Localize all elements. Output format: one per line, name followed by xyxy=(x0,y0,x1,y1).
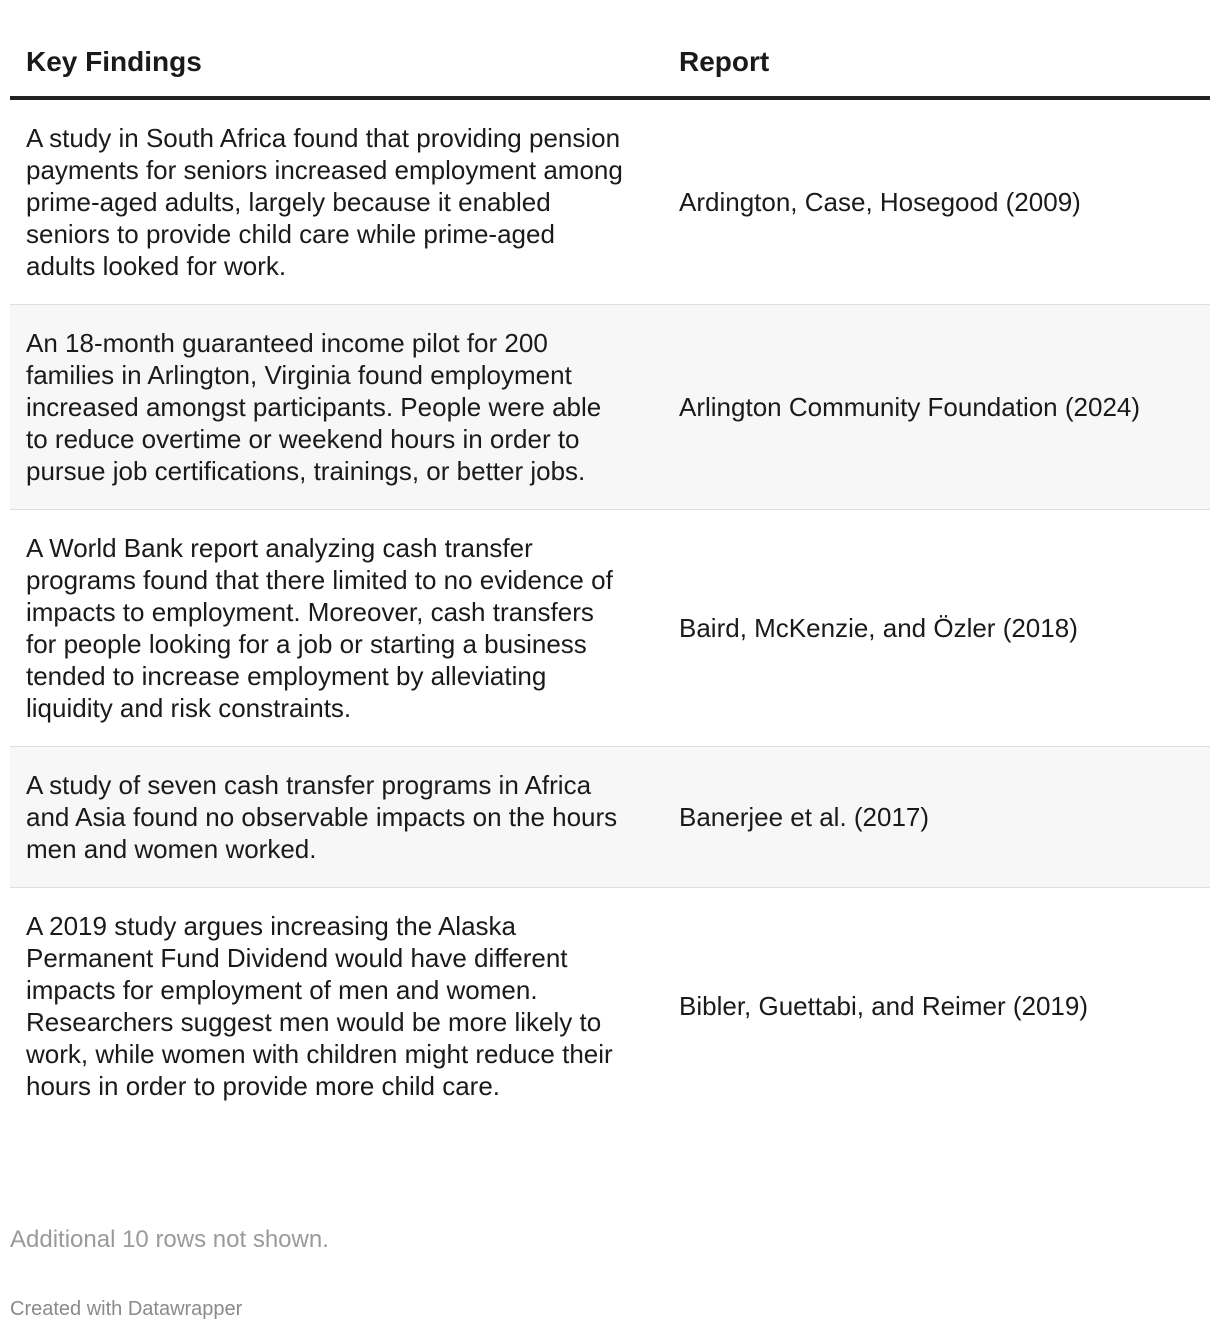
finding-cell: An 18-month guaranteed income pilot for 200 families in Arlington, Virginia found employment increased amongst participants. People were able to reduce overtime or weekend hours in order to pursue job certifications, trainings, or better jobs. xyxy=(26,328,602,486)
report-cell: Banerjee et al. (2017) xyxy=(679,802,930,832)
table-row xyxy=(10,747,1210,888)
header-report[interactable]: Report xyxy=(663,26,1210,98)
report-cell: Arlington Community Foundation (2024) xyxy=(679,392,1141,422)
finding-cell: A study in South Africa found that providing pension payments for seniors increased employment among prime-aged adults, largely because it enabled seniors to provide child care while prime-aged adults looked for work. xyxy=(26,123,623,281)
table-header-row xyxy=(10,26,1210,98)
finding-cell: A 2019 study argues increasing the Alaska Permanent Fund Dividend would have different impacts for employment of men and women. Researchers suggest men would be more likely to work, while women with children might reduce their hours in order to provide more child care. xyxy=(26,911,613,1101)
header-key-findings[interactable]: Key Findings xyxy=(10,26,663,98)
table-row xyxy=(10,510,1210,747)
datawrapper-credit[interactable]: Created with Datawrapper xyxy=(10,1298,243,1320)
table-row xyxy=(10,305,1210,510)
finding-cell: A study of seven cash transfer programs in Africa and Asia found no observable impacts on the hours men and women worked. xyxy=(26,770,618,864)
report-cell: Bibler, Guettabi, and Reimer (2019) xyxy=(679,991,1088,1021)
report-cell: Baird, McKenzie, and Özler (2018) xyxy=(679,613,1078,643)
table-row xyxy=(10,98,1210,305)
findings-table-container xyxy=(10,26,1210,1124)
rows-not-shown-note: Additional 10 rows not shown. xyxy=(10,1226,329,1253)
table-row xyxy=(10,888,1210,1125)
findings-table xyxy=(10,26,1210,1124)
report-cell: Ardington, Case, Hosegood (2009) xyxy=(679,187,1081,217)
finding-cell: A World Bank report analyzing cash transfer programs found that there limited to no evidence of impacts to employment. Moreover, cash transfers for people looking for a job or starting a business tended to increase employment by alleviating liquidity and risk constraints. xyxy=(26,533,613,723)
